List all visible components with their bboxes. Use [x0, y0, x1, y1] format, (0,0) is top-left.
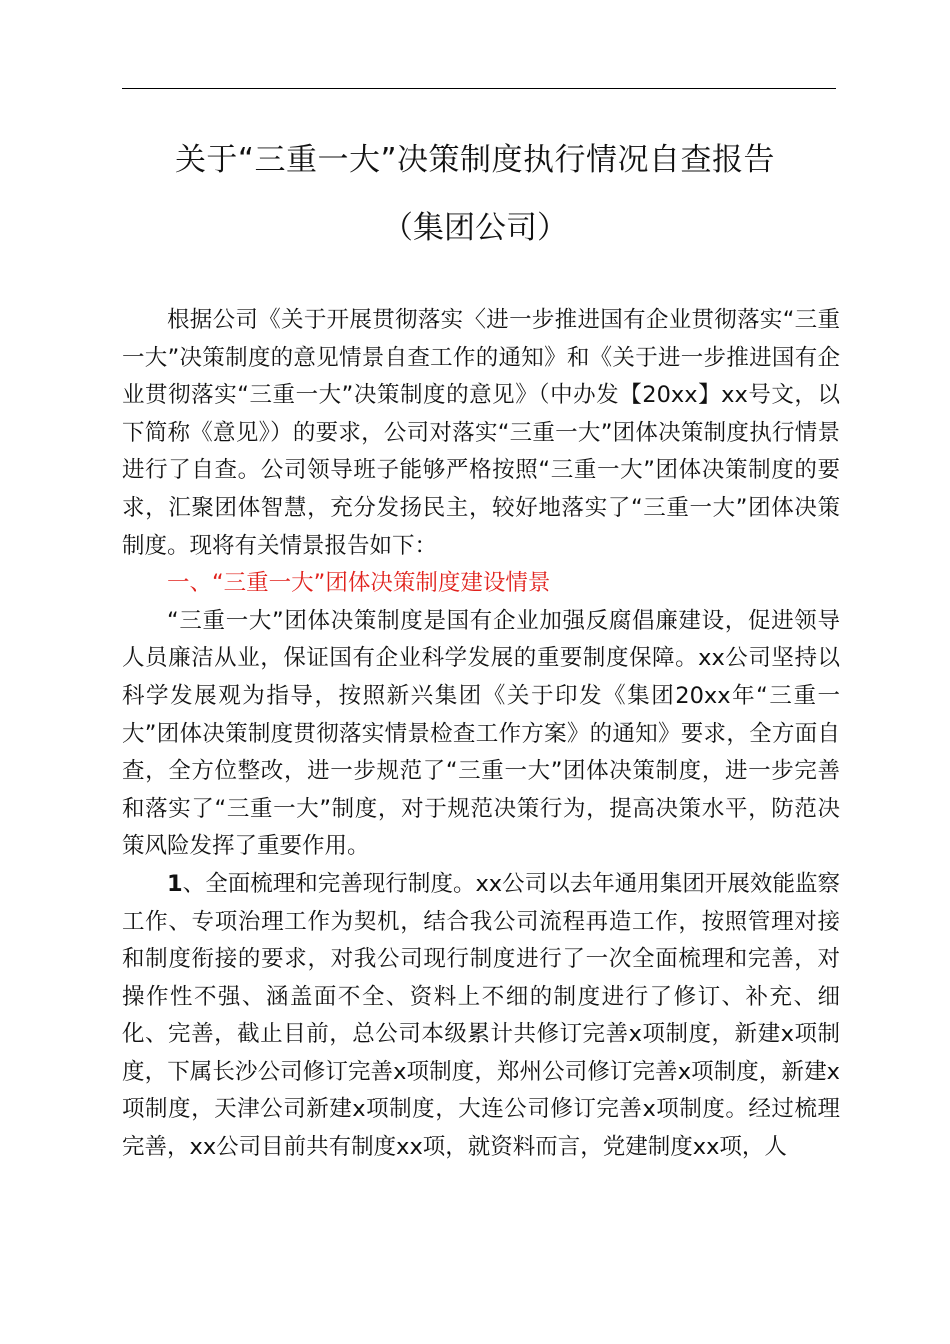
section-heading: 一、“三重一大”团体决策制度建设情景 [167, 570, 551, 597]
list-item-number: 1 [167, 870, 183, 897]
section-paragraph: “三重一大”团体决策制度是国有企业加强反腐倡廉建设，促进领导人员廉洁从业，保证国有企业科学发展的重要制度保障。xx公司坚持以科学发展观为指导，按照新兴集团《关于印发《集团20xx年“三重一大”团体决策制度贯彻落实情景检查工作方案》的通知》要求，全方面自查，全方位整改，进一步规范了“三重一大”团体决策制度，进一步完善和落实了“三重一大”制度，对于规范决策行为，提高决策水平，防范决策风险发挥了重要作用。 [122, 607, 840, 860]
document-body [122, 302, 840, 1167]
header-rule [122, 88, 836, 89]
list-item-1 [122, 866, 840, 1167]
document-subtitle: （集团公司） [382, 210, 568, 246]
list-item-text: 、全面梳理和完善现行制度。xx公司以去年通用集团开展效能监察工作、专项治理工作为契机，结合我公司流程再造工作，按照管理对接和制度衔接的要求，对我公司现行制度进行了一次全面梳理和完善，对操作性不强、涵盖面不全、资料上不细的制度进行了修订、补充、细化、完善，截止目前，总公司本级累计共修订完善x项制度，新建x项制度，下属长沙公司修订完善x项制度，郑州公司修订完善x项制度，新建x项制度，天津公司新建x项制度，大连公司修订完善x项制度。经过梳理完善，xx公司目前共有制度xx项，就资料而言，党建制度xx项，人 [122, 870, 840, 1161]
intro-paragraph: 根据公司《关于开展贯彻落实〈进一步推进国有企业贯彻落实“三重一大”决策制度的意见情景自查工作的通知》和《关于进一步推进国有企业贯彻落实“三重一大”决策制度的意见》（中办发【20xx】xx号文，以下简称《意见》）的要求，公司对落实“三重一大”团体决策制度执行情景进行了自查。公司领导班子能够严格按照“三重一大”团体决策制度的要求，汇聚团体智慧，充分发扬民主，较好地落实了“三重一大”团体决策制度。现将有关情景报告如下： [122, 307, 840, 559]
document-title: 关于“三重一大”决策制度执行情况自查报告 [174, 142, 776, 178]
